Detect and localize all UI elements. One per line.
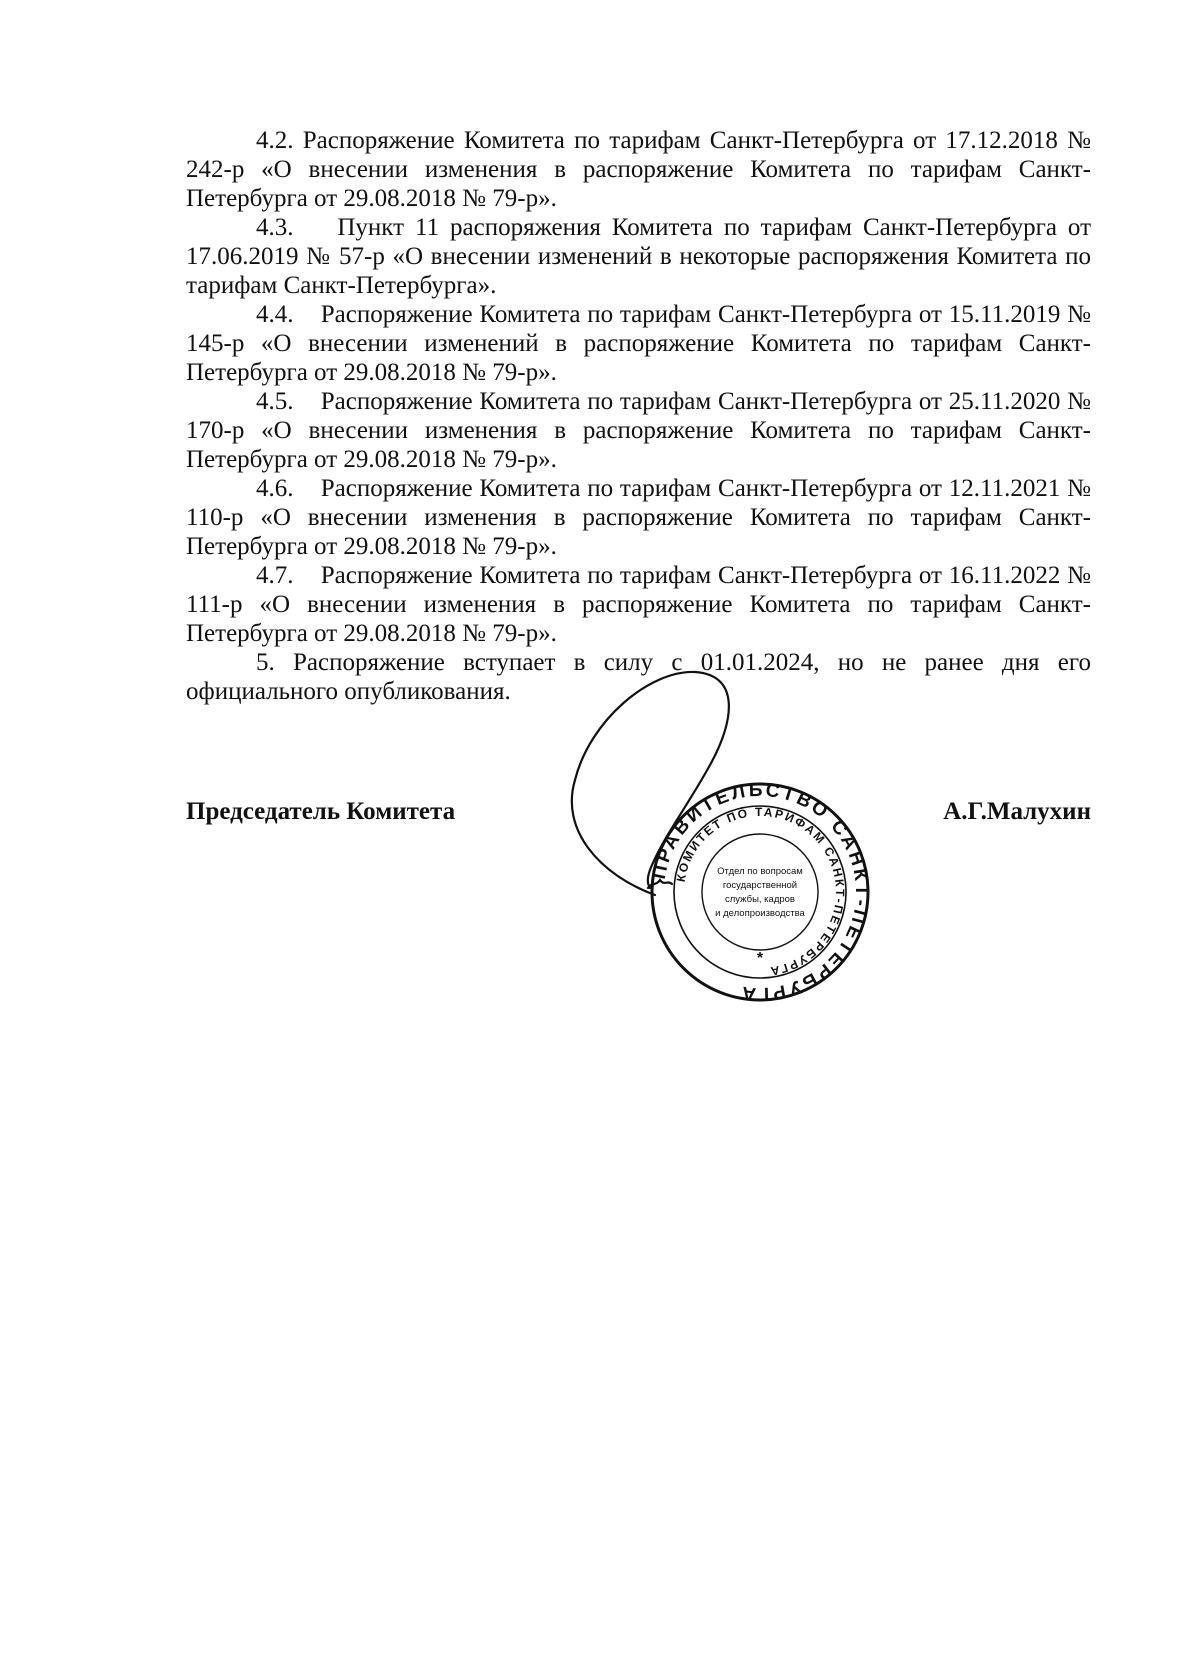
stamp-inner-ring-text: КОМИТЕТ ПО ТАРИФАМ САНКТ-ПЕТЕРБУРГА — [673, 804, 848, 979]
paragraph-text: Распоряжение Комитета по тарифам Санкт-Петербурга от 16.11.2022 № 111-р «О внесении изменения в распоряжение Комитета по тарифам Санкт-Петербурга от 29.08.2018 № 79-р». — [186, 562, 1091, 647]
stamp-center-line-2: государственной — [722, 880, 798, 891]
paragraph-4-4 — [186, 300, 1091, 387]
paragraph-number: 5. — [256, 649, 275, 676]
stamp-center-line-3: службы, кадров — [725, 894, 795, 905]
paragraph-number: 4.5. — [256, 388, 294, 415]
document-body — [186, 126, 1091, 706]
paragraph-number: 4.6. — [256, 475, 294, 502]
paragraph-4-6 — [186, 474, 1091, 561]
signatory-name: А.Г.Малухин — [943, 798, 1091, 825]
stamp-inner-ring — [702, 834, 818, 950]
paragraph-number: 4.3. — [256, 214, 294, 241]
paragraph-text: Пункт 11 распоряжения Комитета по тарифам Санкт-Петербурга от 17.06.2019 № 57-р «О внесении изменений в некоторые распоряжения Комитета по тарифам Санкт-Петербурга». — [186, 214, 1092, 299]
paragraph-4-5 — [186, 387, 1091, 474]
signatory-position: Председатель Комитета — [186, 798, 456, 825]
paragraph-text: Распоряжение вступает в силу с 01.01.2024, но не ранее дня его официального опубликования. — [186, 649, 1091, 705]
paragraph-4-3 — [186, 213, 1091, 300]
paragraph-text: Распоряжение Комитета по тарифам Санкт-Петербурга от 12.11.2021 № 110-р «О внесении изменения в распоряжение Комитета по тарифам Санкт-Петербурга от 29.08.2018 № 79-р». — [186, 475, 1091, 560]
paragraph-text: Распоряжение Комитета по тарифам Санкт-Петербурга от 17.12.2018 № 242-р «О внесении изменения в распоряжение Комитета по тарифам Санкт-Петербурга от 29.08.2018 № 79-р». — [186, 127, 1091, 212]
paragraph-4-2 — [186, 126, 1091, 213]
paragraph-text: Распоряжение Комитета по тарифам Санкт-Петербурга от 15.11.2019 № 145-р «О внесении изменений в распоряжение Комитета по тарифам Санкт-Петербурга от 29.08.2018 № 79-р». — [186, 301, 1091, 386]
stamp-center-line-4: и делопроизводства — [715, 908, 805, 919]
paragraph-number: 4.7. — [256, 562, 294, 589]
stamp-outer-text: ПРАВИТЕЛЬСТВО САНКТ-ПЕТЕРБУРГА — [648, 780, 872, 1004]
paragraph-number: 4.2. — [256, 127, 294, 154]
official-stamp — [648, 780, 872, 1004]
paragraph-4-7 — [186, 561, 1091, 648]
paragraph-number: 4.4. — [256, 301, 294, 328]
stamp-star-icon: * — [756, 950, 764, 967]
stamp-center-line-1: Отдел по вопросам — [717, 866, 803, 877]
paragraph-text: Распоряжение Комитета по тарифам Санкт-Петербурга от 25.11.2020 № 170-р «О внесении изменения в распоряжение Комитета по тарифам Санкт-Петербурга от 29.08.2018 № 79-р». — [186, 388, 1091, 473]
signature-block — [186, 798, 1091, 828]
